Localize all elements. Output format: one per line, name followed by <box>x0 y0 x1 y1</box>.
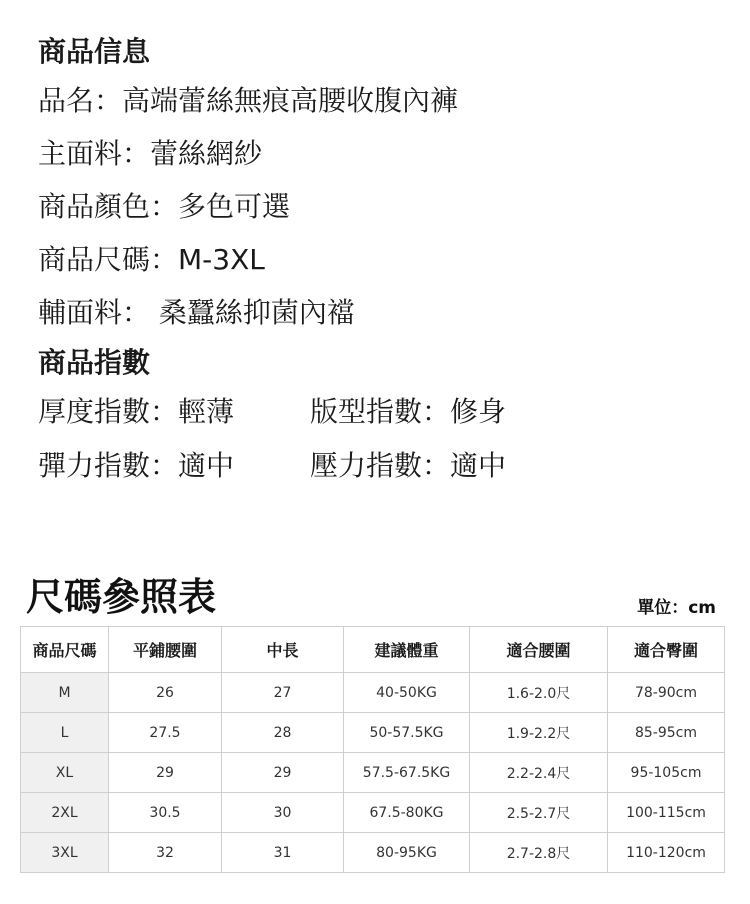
weight-cell: 80-95KG <box>344 833 470 873</box>
index-row <box>38 385 507 439</box>
product-info-section <box>38 30 507 493</box>
fit-waist-cell: 2.7-2.8尺 <box>470 833 608 873</box>
table-row <box>21 673 725 713</box>
size-chart-title: 尺碼參照表 <box>26 575 217 619</box>
size-table <box>20 626 725 873</box>
weight-cell: 57.5-67.5KG <box>344 753 470 793</box>
index-row <box>38 439 507 493</box>
product-color-line: 商品顏色：多色可選 <box>38 190 291 223</box>
flat-waist-cell: 30.5 <box>109 793 222 833</box>
product-info-heading: 商品信息 <box>38 35 151 68</box>
length-cell: 28 <box>222 713 344 753</box>
header-recommended-weight: 建議體重 <box>344 627 470 673</box>
flat-waist-cell: 27.5 <box>109 713 222 753</box>
product-name-line: 品名：高端蕾絲無痕高腰收腹內褲 <box>38 84 459 117</box>
length-cell: 31 <box>222 833 344 873</box>
secondary-fabric-line: 輔面料： 桑蠶絲抑菌內襠 <box>38 296 355 329</box>
size-cell: 2XL <box>21 793 109 833</box>
flat-waist-cell: 29 <box>109 753 222 793</box>
header-length: 中長 <box>222 627 344 673</box>
weight-cell: 50-57.5KG <box>344 713 470 753</box>
fit-waist-cell: 2.5-2.7尺 <box>470 793 608 833</box>
size-cell: 3XL <box>21 833 109 873</box>
fit-waist-cell: 1.9-2.2尺 <box>470 713 608 753</box>
product-size-line: 商品尺碼：M-3XL <box>38 243 265 276</box>
pressure-index: 壓力指數：適中 <box>310 449 507 482</box>
table-row <box>21 793 725 833</box>
fit-waist-cell: 1.6-2.0尺 <box>470 673 608 713</box>
fit-waist-cell: 2.2-2.4尺 <box>470 753 608 793</box>
main-fabric-line: 主面料：蕾絲網紗 <box>38 137 263 170</box>
length-cell: 27 <box>222 673 344 713</box>
weight-cell: 67.5-80KG <box>344 793 470 833</box>
table-header-row <box>21 627 725 673</box>
header-size: 商品尺碼 <box>21 627 109 673</box>
fit-hip-cell: 100-115cm <box>608 793 725 833</box>
fit-hip-cell: 85-95cm <box>608 713 725 753</box>
product-index-heading: 商品指數 <box>38 346 151 379</box>
elasticity-index: 彈力指數：適中 <box>38 449 235 482</box>
flat-waist-cell: 32 <box>109 833 222 873</box>
size-cell: M <box>21 673 109 713</box>
weight-cell: 40-50KG <box>344 673 470 713</box>
fit-hip-cell: 95-105cm <box>608 753 725 793</box>
length-cell: 29 <box>222 753 344 793</box>
thickness-index: 厚度指數：輕薄 <box>38 395 235 428</box>
fit-hip-cell: 110-120cm <box>608 833 725 873</box>
header-fit-waist: 適合腰圍 <box>470 627 608 673</box>
table-row <box>21 833 725 873</box>
length-cell: 30 <box>222 793 344 833</box>
table-row <box>21 713 725 753</box>
size-cell: XL <box>21 753 109 793</box>
size-cell: L <box>21 713 109 753</box>
table-row <box>21 753 725 793</box>
fit-index: 版型指數：修身 <box>310 395 507 428</box>
fit-hip-cell: 78-90cm <box>608 673 725 713</box>
unit-note: 單位：cm <box>637 598 716 618</box>
header-flat-waist: 平鋪腰圍 <box>109 627 222 673</box>
header-fit-hip: 適合臀圍 <box>608 627 725 673</box>
flat-waist-cell: 26 <box>109 673 222 713</box>
